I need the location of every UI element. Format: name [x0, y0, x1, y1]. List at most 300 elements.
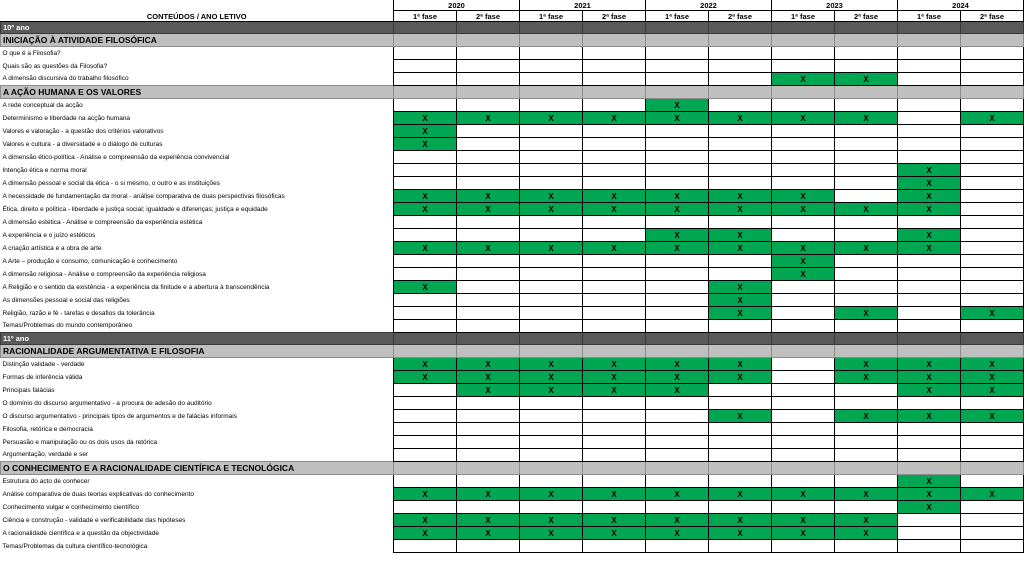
- empty-cell: [772, 164, 835, 177]
- band-cell: [583, 345, 646, 358]
- empty-cell: [646, 320, 709, 333]
- band-cell: [961, 462, 1024, 475]
- year-header: 2020: [394, 0, 520, 11]
- empty-cell: [520, 307, 583, 320]
- empty-cell: [961, 514, 1024, 527]
- phase-header: 1ª fase: [772, 11, 835, 22]
- empty-cell: [394, 151, 457, 164]
- empty-cell: [394, 60, 457, 73]
- topic-label: A dimensão estética - Análise e compreensão da experiência estética: [1, 216, 394, 229]
- marked-cell: X: [772, 190, 835, 203]
- empty-cell: [646, 138, 709, 151]
- empty-cell: [457, 397, 520, 410]
- marked-cell: X: [394, 125, 457, 138]
- empty-cell: [583, 73, 646, 86]
- empty-cell: [961, 281, 1024, 294]
- marked-cell: X: [583, 527, 646, 540]
- empty-cell: [646, 436, 709, 449]
- marked-cell: X: [835, 527, 898, 540]
- empty-cell: [583, 268, 646, 281]
- topic-label: Temas/Problemas do mundo contemporâneo: [1, 320, 394, 333]
- empty-cell: [898, 397, 961, 410]
- empty-cell: [898, 138, 961, 151]
- section-row: [1, 86, 1024, 99]
- empty-cell: [961, 73, 1024, 86]
- marked-cell: X: [961, 112, 1024, 125]
- empty-cell: [646, 475, 709, 488]
- empty-cell: [898, 151, 961, 164]
- empty-cell: [961, 229, 1024, 242]
- empty-cell: [961, 320, 1024, 333]
- year-header-row: [1, 0, 1024, 11]
- empty-cell: [898, 216, 961, 229]
- empty-cell: [961, 423, 1024, 436]
- empty-cell: [394, 47, 457, 60]
- empty-cell: [898, 47, 961, 60]
- table-row: [1, 138, 1024, 151]
- empty-cell: [394, 449, 457, 462]
- marked-cell: X: [457, 384, 520, 397]
- empty-cell: [898, 281, 961, 294]
- table-row: [1, 423, 1024, 436]
- topic-label: A criação artística e a obra de arte: [1, 242, 394, 255]
- empty-cell: [583, 397, 646, 410]
- empty-cell: [457, 294, 520, 307]
- empty-cell: [646, 125, 709, 138]
- empty-cell: [520, 410, 583, 423]
- empty-cell: [835, 138, 898, 151]
- year-header: 2024: [898, 0, 1024, 11]
- band-cell: [709, 34, 772, 47]
- marked-cell: X: [898, 501, 961, 514]
- band-cell: [772, 333, 835, 345]
- band-cell: [646, 462, 709, 475]
- marked-cell: X: [835, 242, 898, 255]
- empty-cell: [835, 384, 898, 397]
- marked-cell: X: [583, 242, 646, 255]
- empty-cell: [961, 294, 1024, 307]
- marked-cell: X: [835, 203, 898, 216]
- table-row: [1, 307, 1024, 320]
- empty-cell: [520, 47, 583, 60]
- empty-cell: [583, 125, 646, 138]
- band-cell: [898, 333, 961, 345]
- empty-cell: [898, 73, 961, 86]
- empty-cell: [394, 268, 457, 281]
- marked-cell: X: [457, 358, 520, 371]
- empty-cell: [394, 164, 457, 177]
- empty-cell: [583, 47, 646, 60]
- table-row: [1, 320, 1024, 333]
- empty-cell: [772, 371, 835, 384]
- marked-cell: X: [898, 371, 961, 384]
- empty-cell: [646, 151, 709, 164]
- band-cell: [457, 333, 520, 345]
- table-row: [1, 294, 1024, 307]
- empty-cell: [709, 384, 772, 397]
- topic-label: Determinismo e liberdade na acção humana: [1, 112, 394, 125]
- band-cell: [898, 345, 961, 358]
- empty-cell: [520, 449, 583, 462]
- empty-cell: [898, 514, 961, 527]
- phase-header: 2ª fase: [583, 11, 646, 22]
- empty-cell: [394, 307, 457, 320]
- empty-cell: [835, 164, 898, 177]
- empty-cell: [457, 423, 520, 436]
- empty-cell: [772, 384, 835, 397]
- marked-cell: X: [835, 307, 898, 320]
- empty-cell: [394, 540, 457, 553]
- topic-label: Ética, direito e política - liberdade e justiça social; igualdade e diferenças; justiça e equidade: [1, 203, 394, 216]
- empty-cell: [961, 216, 1024, 229]
- empty-cell: [394, 294, 457, 307]
- empty-cell: [583, 151, 646, 164]
- table-row: [1, 190, 1024, 203]
- marked-cell: X: [520, 242, 583, 255]
- band-cell: [520, 86, 583, 99]
- marked-cell: X: [772, 268, 835, 281]
- empty-cell: [898, 540, 961, 553]
- marked-cell: X: [457, 514, 520, 527]
- empty-cell: [709, 73, 772, 86]
- empty-cell: [520, 436, 583, 449]
- empty-cell: [520, 540, 583, 553]
- empty-cell: [520, 60, 583, 73]
- marked-cell: X: [898, 242, 961, 255]
- empty-cell: [772, 501, 835, 514]
- empty-cell: [457, 47, 520, 60]
- marked-cell: X: [898, 164, 961, 177]
- empty-cell: [709, 449, 772, 462]
- empty-cell: [457, 410, 520, 423]
- band-cell: [772, 345, 835, 358]
- marked-cell: X: [583, 203, 646, 216]
- empty-cell: [835, 540, 898, 553]
- marked-cell: X: [394, 190, 457, 203]
- band-cell: [709, 86, 772, 99]
- empty-cell: [709, 475, 772, 488]
- empty-cell: [835, 47, 898, 60]
- empty-cell: [772, 397, 835, 410]
- band-cell: [772, 34, 835, 47]
- empty-cell: [646, 47, 709, 60]
- marked-cell: X: [709, 307, 772, 320]
- empty-cell: [583, 320, 646, 333]
- topic-label: As dimensões pessoal e social das religiões: [1, 294, 394, 307]
- empty-cell: [835, 229, 898, 242]
- empty-cell: [835, 151, 898, 164]
- empty-cell: [772, 216, 835, 229]
- empty-cell: [835, 216, 898, 229]
- marked-cell: X: [898, 190, 961, 203]
- empty-cell: [709, 255, 772, 268]
- marked-cell: X: [394, 112, 457, 125]
- table-row: [1, 436, 1024, 449]
- topic-label: Filosofia, retórica e democracia: [1, 423, 394, 436]
- empty-cell: [898, 294, 961, 307]
- marked-cell: X: [646, 242, 709, 255]
- band-cell: [520, 462, 583, 475]
- empty-cell: [835, 281, 898, 294]
- marked-cell: X: [772, 203, 835, 216]
- table-row: [1, 216, 1024, 229]
- marked-cell: X: [709, 488, 772, 501]
- band-cell: [898, 86, 961, 99]
- empty-cell: [646, 449, 709, 462]
- empty-cell: [835, 320, 898, 333]
- table-row: [1, 60, 1024, 73]
- empty-cell: [583, 164, 646, 177]
- empty-cell: [772, 99, 835, 112]
- empty-cell: [520, 151, 583, 164]
- empty-cell: [961, 177, 1024, 190]
- empty-cell: [898, 99, 961, 112]
- empty-cell: [961, 540, 1024, 553]
- table-row: [1, 229, 1024, 242]
- marked-cell: X: [709, 112, 772, 125]
- empty-cell: [457, 138, 520, 151]
- empty-cell: [961, 47, 1024, 60]
- marked-cell: X: [583, 190, 646, 203]
- topic-label: A dimensão ético-política - Análise e compreensão da experiência convivencial: [1, 151, 394, 164]
- empty-cell: [835, 60, 898, 73]
- empty-cell: [961, 151, 1024, 164]
- empty-cell: [457, 307, 520, 320]
- empty-cell: [457, 449, 520, 462]
- band-cell: [898, 462, 961, 475]
- marked-cell: X: [835, 73, 898, 86]
- empty-cell: [646, 307, 709, 320]
- table-row: [1, 514, 1024, 527]
- empty-cell: [772, 229, 835, 242]
- empty-cell: [583, 229, 646, 242]
- empty-cell: [709, 320, 772, 333]
- marked-cell: X: [772, 514, 835, 527]
- marked-cell: X: [457, 371, 520, 384]
- topic-column-header: CONTEÚDOS / ANO LETIVO: [1, 0, 394, 22]
- empty-cell: [583, 449, 646, 462]
- marked-cell: X: [961, 307, 1024, 320]
- empty-cell: [961, 527, 1024, 540]
- marked-cell: X: [709, 294, 772, 307]
- section-title: A AÇÃO HUMANA E OS VALORES: [1, 86, 394, 99]
- band-cell: [583, 22, 646, 34]
- empty-cell: [835, 294, 898, 307]
- empty-cell: [709, 177, 772, 190]
- empty-cell: [457, 73, 520, 86]
- marked-cell: X: [646, 112, 709, 125]
- empty-cell: [394, 177, 457, 190]
- empty-cell: [394, 501, 457, 514]
- band-cell: [394, 22, 457, 34]
- empty-cell: [457, 255, 520, 268]
- marked-cell: X: [961, 358, 1024, 371]
- topic-label: A dimensão religiosa - Análise e compreensão da experiência religiosa: [1, 268, 394, 281]
- band-cell: [457, 345, 520, 358]
- table-row: [1, 151, 1024, 164]
- empty-cell: [772, 47, 835, 60]
- topic-label: Distinção validade - verdade: [1, 358, 394, 371]
- empty-cell: [961, 436, 1024, 449]
- table-row: [1, 397, 1024, 410]
- topic-label: Valores e valoração - a questão dos critérios valorativos: [1, 125, 394, 138]
- band-cell: [772, 22, 835, 34]
- empty-cell: [646, 268, 709, 281]
- empty-cell: [898, 449, 961, 462]
- topic-label: Conhecimento vulgar e conhecimento científico: [1, 501, 394, 514]
- topic-label: A rede conceptual da acção: [1, 99, 394, 112]
- marked-cell: X: [394, 488, 457, 501]
- grade-label: 10º ano: [1, 22, 394, 34]
- empty-cell: [709, 540, 772, 553]
- marked-cell: X: [646, 384, 709, 397]
- empty-cell: [520, 255, 583, 268]
- empty-cell: [646, 294, 709, 307]
- table-row: [1, 358, 1024, 371]
- empty-cell: [961, 203, 1024, 216]
- marked-cell: X: [898, 203, 961, 216]
- band-cell: [835, 86, 898, 99]
- band-cell: [646, 34, 709, 47]
- empty-cell: [457, 229, 520, 242]
- empty-cell: [898, 60, 961, 73]
- marked-cell: X: [520, 527, 583, 540]
- marked-cell: X: [520, 384, 583, 397]
- empty-cell: [583, 255, 646, 268]
- marked-cell: X: [898, 384, 961, 397]
- band-cell: [520, 345, 583, 358]
- empty-cell: [835, 190, 898, 203]
- table-row: [1, 47, 1024, 60]
- empty-cell: [394, 99, 457, 112]
- marked-cell: X: [457, 112, 520, 125]
- marked-cell: X: [457, 527, 520, 540]
- empty-cell: [772, 281, 835, 294]
- empty-cell: [646, 177, 709, 190]
- empty-cell: [646, 423, 709, 436]
- band-cell: [394, 34, 457, 47]
- marked-cell: X: [709, 281, 772, 294]
- empty-cell: [520, 73, 583, 86]
- table-body: [1, 22, 1024, 553]
- empty-cell: [457, 177, 520, 190]
- empty-cell: [457, 216, 520, 229]
- empty-cell: [520, 501, 583, 514]
- band-cell: [835, 34, 898, 47]
- topic-label: A dimensão pessoal e social da ética - o si mesmo, o outro e as instituições: [1, 177, 394, 190]
- empty-cell: [772, 60, 835, 73]
- empty-cell: [709, 216, 772, 229]
- marked-cell: X: [394, 371, 457, 384]
- band-cell: [961, 86, 1024, 99]
- empty-cell: [583, 307, 646, 320]
- empty-cell: [898, 320, 961, 333]
- band-cell: [961, 34, 1024, 47]
- empty-cell: [772, 423, 835, 436]
- marked-cell: X: [583, 384, 646, 397]
- band-cell: [457, 86, 520, 99]
- band-cell: [520, 333, 583, 345]
- topic-label: O domínio do discurso argumentativo - a procura de adesão do auditório: [1, 397, 394, 410]
- empty-cell: [457, 60, 520, 73]
- empty-cell: [961, 60, 1024, 73]
- marked-cell: X: [772, 527, 835, 540]
- band-cell: [583, 462, 646, 475]
- band-cell: [646, 345, 709, 358]
- topic-label: Temas/Problemas da cultura científico-tecnológica: [1, 540, 394, 553]
- table-row: [1, 255, 1024, 268]
- topic-label: Ciência e construção - validade e verificabilidade das hipóteses: [1, 514, 394, 527]
- topic-label: Persuasão e manipulação ou os dois usos da retórica: [1, 436, 394, 449]
- empty-cell: [709, 99, 772, 112]
- marked-cell: X: [394, 138, 457, 151]
- marked-cell: X: [835, 410, 898, 423]
- marked-cell: X: [394, 527, 457, 540]
- empty-cell: [709, 423, 772, 436]
- table-row: [1, 99, 1024, 112]
- empty-cell: [520, 216, 583, 229]
- marked-cell: X: [646, 358, 709, 371]
- marked-cell: X: [583, 112, 646, 125]
- empty-cell: [520, 125, 583, 138]
- band-cell: [457, 34, 520, 47]
- empty-cell: [583, 60, 646, 73]
- empty-cell: [961, 242, 1024, 255]
- empty-cell: [520, 281, 583, 294]
- marked-cell: X: [394, 358, 457, 371]
- empty-cell: [583, 281, 646, 294]
- empty-cell: [583, 99, 646, 112]
- empty-cell: [709, 151, 772, 164]
- empty-cell: [835, 99, 898, 112]
- section-row: [1, 462, 1024, 475]
- empty-cell: [772, 475, 835, 488]
- topic-label: Principais falácias: [1, 384, 394, 397]
- empty-cell: [709, 125, 772, 138]
- empty-cell: [646, 540, 709, 553]
- phase-header: 2ª fase: [961, 11, 1024, 22]
- topic-label: Análise comparativa de duas teorias explicativas do conhecimento: [1, 488, 394, 501]
- marked-cell: X: [961, 371, 1024, 384]
- marked-cell: X: [835, 371, 898, 384]
- marked-cell: X: [520, 358, 583, 371]
- empty-cell: [835, 423, 898, 436]
- empty-cell: [835, 177, 898, 190]
- phase-header: 2ª fase: [709, 11, 772, 22]
- topic-label: A necessidade de fundamentação da moral - análise comparativa de duas perspectivas filosóficas: [1, 190, 394, 203]
- empty-cell: [457, 281, 520, 294]
- empty-cell: [961, 138, 1024, 151]
- phase-header: 2ª fase: [457, 11, 520, 22]
- band-cell: [709, 333, 772, 345]
- band-cell: [772, 86, 835, 99]
- empty-cell: [457, 151, 520, 164]
- topic-label: Estrutura do acto de conhecer: [1, 475, 394, 488]
- table-row: [1, 203, 1024, 216]
- empty-cell: [520, 268, 583, 281]
- phase-header: 2ª fase: [835, 11, 898, 22]
- table-row: [1, 384, 1024, 397]
- section-row: [1, 34, 1024, 47]
- marked-cell: X: [646, 190, 709, 203]
- empty-cell: [898, 307, 961, 320]
- table-row: [1, 410, 1024, 423]
- empty-cell: [394, 410, 457, 423]
- empty-cell: [394, 216, 457, 229]
- marked-cell: X: [709, 358, 772, 371]
- marked-cell: X: [772, 242, 835, 255]
- empty-cell: [772, 151, 835, 164]
